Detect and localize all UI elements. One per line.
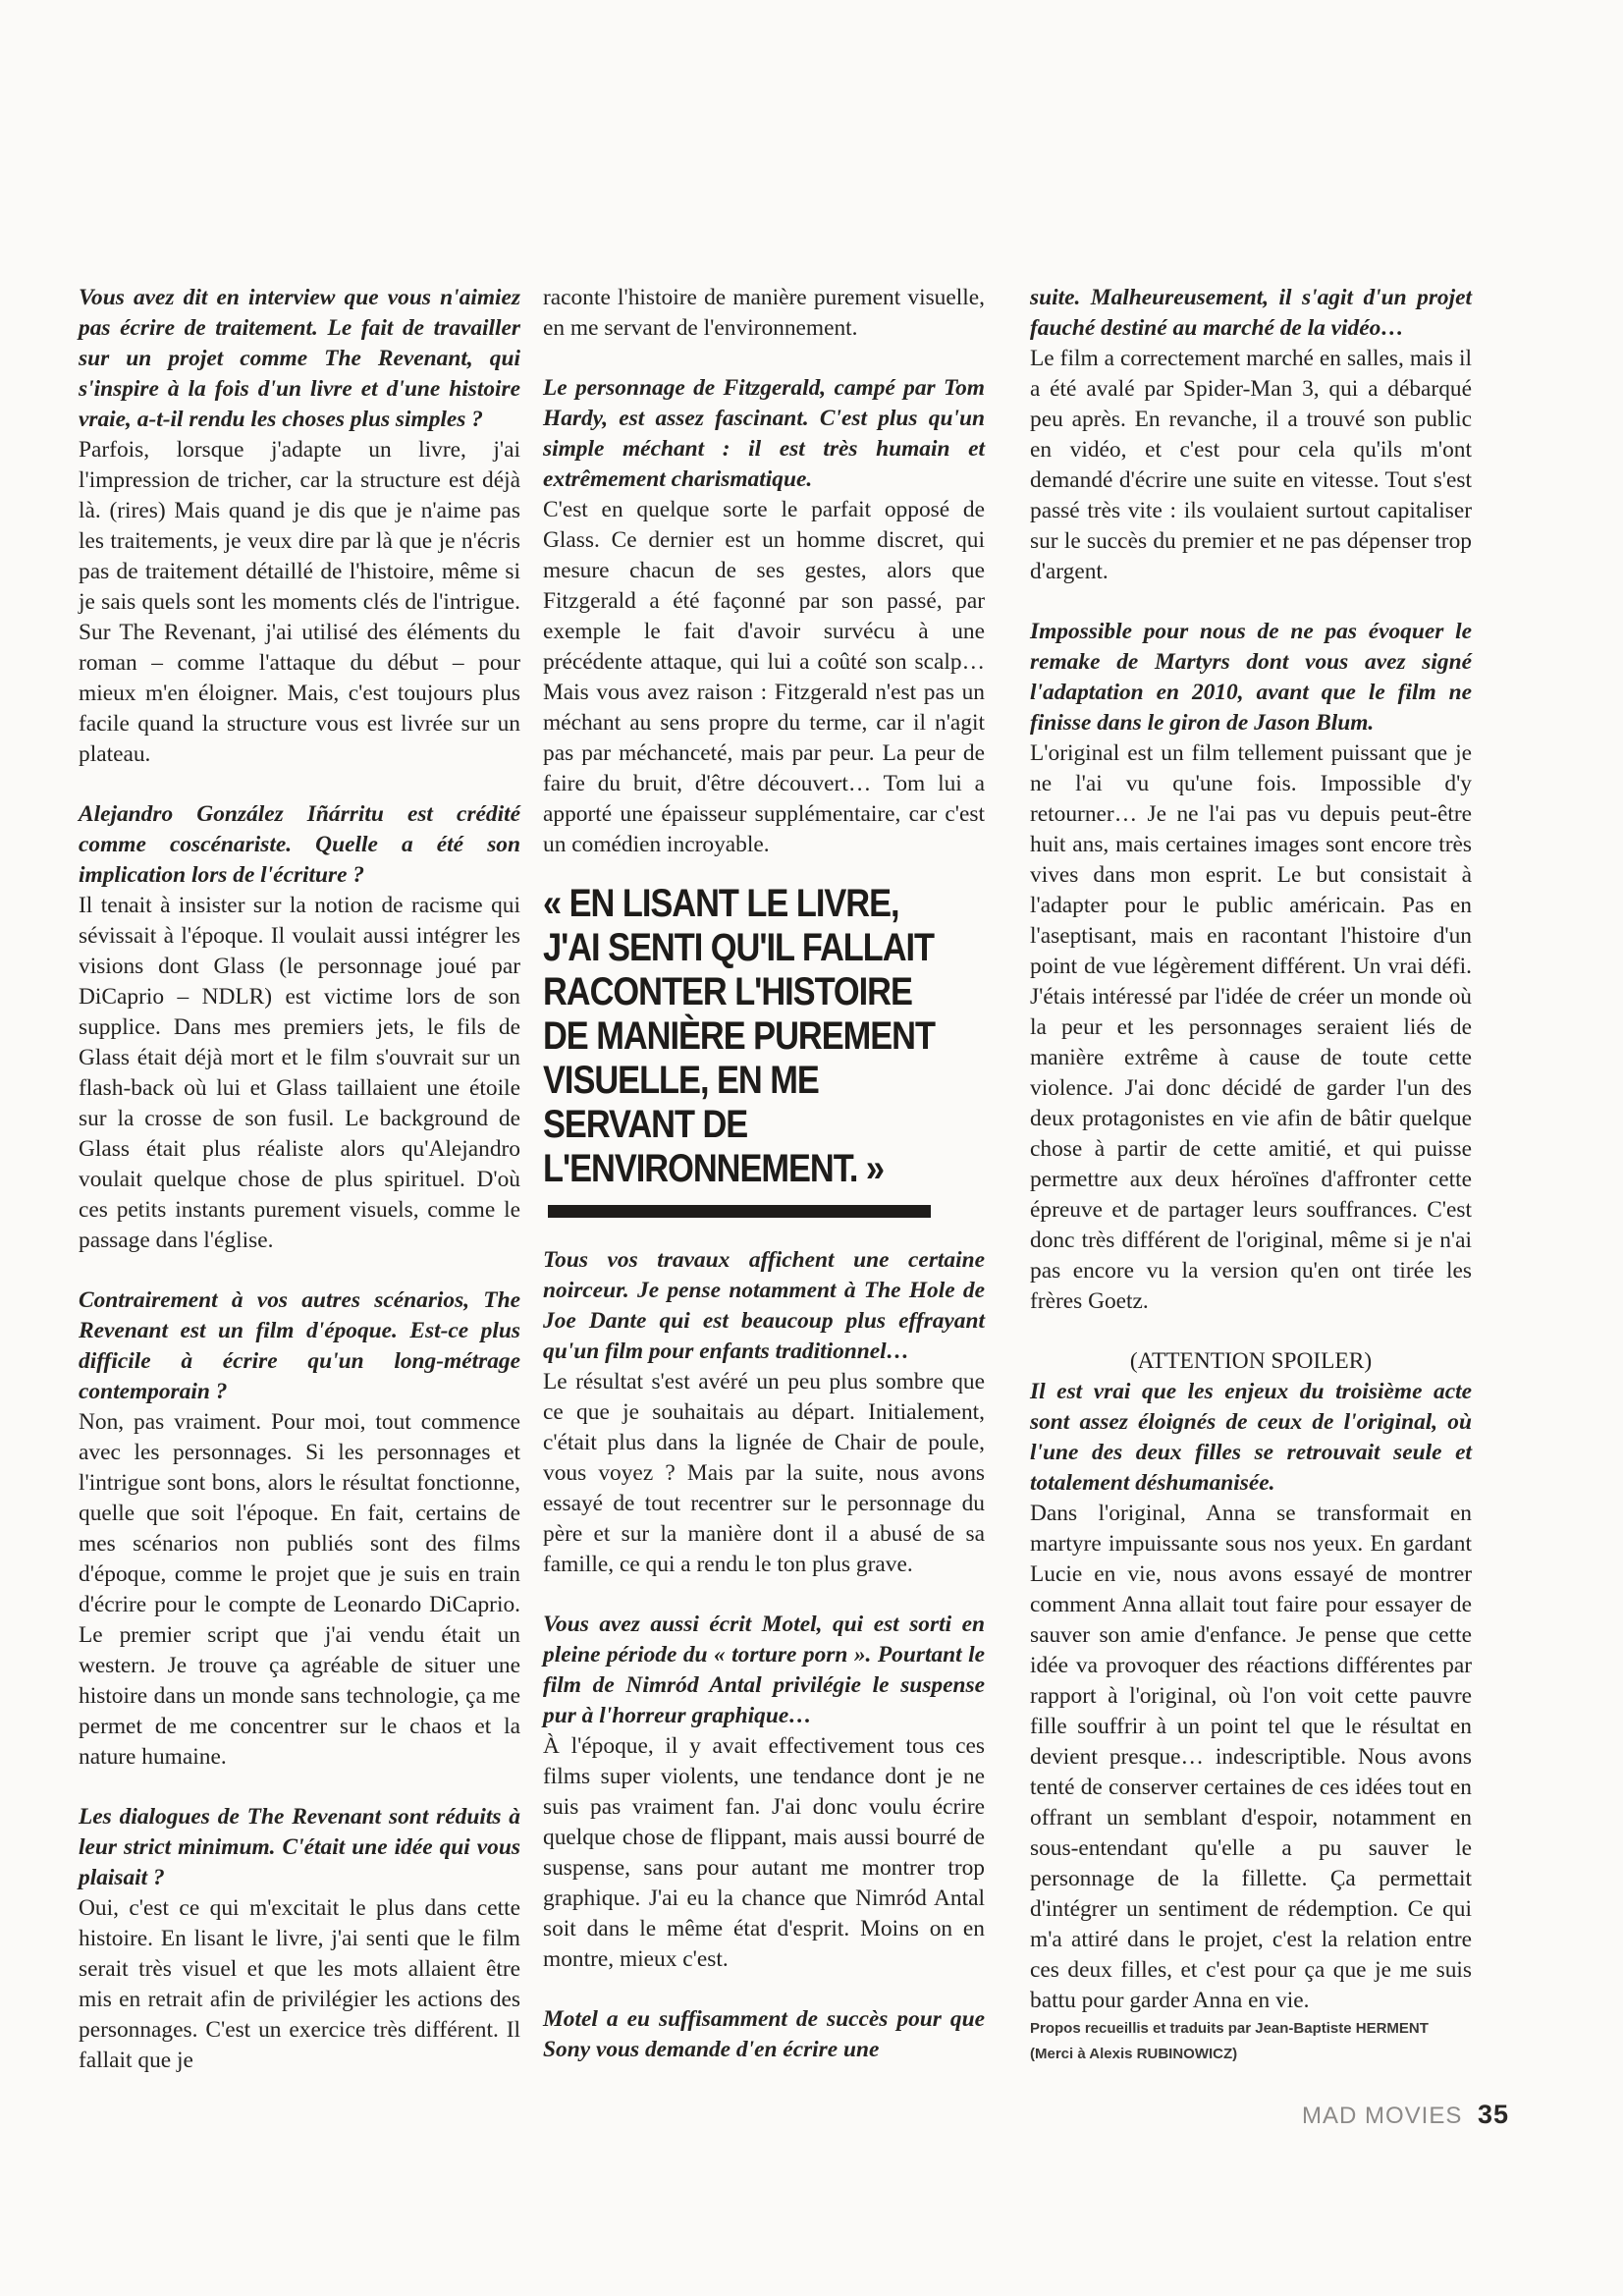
interview-answer: Non, pas vraiment. Pour moi, tout commence avec les personnages. Si les personnages et l'intrigue sont bons, alors le résultat fonctionne, quelle que soit l'époque. En fait, certains de mes scénarios non publiés sont des films d'époque, comme le projet que je suis en train d'écrire pour le compte de Leonardo DiCaprio. Le premier script que j'ai vendu était un western. Je trouve ça agréable de situer une histoire dans un monde sans technologie, ça me permet de me concentrer sur le chaos et la nature humaine. — [79, 1409, 520, 1770]
article-column-2 — [543, 283, 985, 2065]
interview-question: suite. Malheureusement, il s'agit d'un projet fauché destiné au marché de la vidéo… — [1030, 285, 1472, 341]
interview-answer: Oui, c'est ce qui m'excitait le plus dans cette histoire. En lisant le livre, j'ai senti que le film serait très visuel et que les mots allaient être mis en retrait afin de privilégier les actions des personnages. C'est un exercice très différent. Il fallait que je — [79, 1895, 520, 2073]
interview-answer: Le résultat s'est avéré un peu plus sombre que ce que je souhaitais au départ. Initialement, c'était plus dans la lignée de Chair de poule, vous voyez ? Mais par la suite, nous avons essayé de tout recentrer sur le personnage du père et sur la manière dont il a abusé de sa famille, ce qui a rendu le ton plus grave. — [543, 1369, 985, 1577]
interview-question: Vous avez dit en interview que vous n'aimiez pas écrire de traitement. Le fait de travailler sur un projet comme The Revenant, qui s'inspire à la fois d'un livre et d'une histoire vraie, a-t-il rendu les choses plus simples ? — [79, 285, 520, 432]
pull-quote-rule — [548, 1205, 931, 1218]
interview-question: Impossible pour nous de ne pas évoquer le remake de Martyrs dont vous avez signé l'adaptation en 2010, avant que le film ne finisse dans le giron de Jason Blum. — [1030, 619, 1472, 736]
thanks-credit: (Merci à Alexis RUBINOWICZ) — [1030, 2046, 1238, 2062]
interview-question: Il est vrai que les enjeux du troisième acte sont assez éloignés de ceux de l'original, où l'une des deux filles se retrouvait seule et totalement déshumanisée. — [1030, 1379, 1472, 1496]
interview-answer: raconte l'histoire de manière purement visuelle, en me servant de l'environnement. — [543, 285, 985, 341]
spoiler-warning: (ATTENTION SPOILER) — [1129, 1348, 1373, 1374]
magazine-name: MAD MOVIES — [1302, 2103, 1463, 2129]
article-column-3 — [1030, 283, 1472, 2067]
interview-answer: À l'époque, il y avait effectivement tous ces films super violents, une tendance dont je ne suis pas vraiment fan. J'ai donc voulu écrire quelque chose de flippant, mais aussi bourré de suspense, sans pour autant me montrer trop graphique. J'ai eu la chance que Nimród Antal soit dans le même état d'esprit. Moins on en montre, mieux c'est. — [543, 1733, 985, 1972]
interview-answer: L'original est un film tellement puissant que je ne l'ai vu qu'une fois. Impossible d'y retourner… Je ne l'ai pas vu depuis peut-être huit ans, mais certaines images sont encore très vives dans mon esprit. Le but consistait à l'adapter pour le public américain. Pas en l'aseptisant, mais en racontant l'histoire d'un point de vue légèrement différent. Un vrai défi. J'étais intéressé par l'idée de créer un monde où la peur et les personnages seraient liés de manière extrême à cause de toute cette violence. J'ai donc décidé de garder l'un des deux protagonistes en vie afin de bâtir quelque chose à partir de cette amitié, et qui puisse permettre aux deux héroïnes d'affronter cette épreuve et de partager leurs souffrances. C'est donc très différent de l'original, même si je n'ai pas encore vu la version qu'en ont tirée les frères Goetz. — [1030, 740, 1472, 1314]
interview-question: Vous avez aussi écrit Motel, qui est sorti en pleine période du « torture porn ». Pourtant le film de Nimród Antal privilégie le suspense pur à l'horreur graphique… — [543, 1612, 985, 1728]
interview-question: Contrairement à vos autres scénarios, The Revenant est un film d'époque. Est-ce plus difficile à écrire qu'un long-métrage contemporain ? — [79, 1287, 520, 1404]
interview-question: Les dialogues de The Revenant sont réduits à leur strict minimum. C'était une idée qui vous plaisait ? — [79, 1804, 520, 1890]
interview-credit: Propos recueillis et traduits par Jean-Baptiste HERMENT — [1030, 2020, 1429, 2037]
interview-answer: Le film a correctement marché en salles, mais il a été avalé par Spider-Man 3, qui a débarqué peu après. En revanche, il a trouvé son public en vidéo, et c'est pour cela qu'ils m'ont demandé d'écrire une suite en vitesse. Tout s'est passé très vite : ils voulaient surtout capitaliser sur le succès du premier et ne pas dépenser trop d'argent. — [1030, 346, 1472, 584]
interview-question: Alejandro González Iñárritu est crédité comme coscénariste. Quelle a été son implication lors de l'écriture ? — [79, 801, 520, 888]
interview-question: Tous vos travaux affichent une certaine noirceur. Je pense notamment à The Hole de Joe Dante qui est beaucoup plus effrayant qu'un film pour enfants traditionnel… — [543, 1247, 985, 1364]
interview-answer: Dans l'original, Anna se transformait en martyre impuissante sous nos yeux. En gardant Lucie en vie, nous avons essayé de montrer comment Anna allait tout faire pour essayer de sauver son amie d'enfance. Je pense que cette idée va provoquer des réactions différentes par rapport à l'original, où l'on voit cette pauvre fille souffrir à un point tel que le résultat en devient presque… indescriptible. Nous avons tenté de conserver certaines de ces idées tout en offrant un semblant d'espoir, notamment en sous-entendant qu'elle a pu sauver le personnage de la fillette. Ça permettait d'intégrer un sentiment de rédemption. Ce qui m'a attiré dans le projet, c'est la relation entre ces deux filles, et c'est pour ça que je me suis battu pour garder Anna en vie. — [1030, 1501, 1472, 2013]
pull-quote: « EN LISANT LE LIVRE, J'AI SENTI QU'IL FALLAIT RACONTER L'HISTOIRE DE MANIÈRE PUREMENT VISUELLE, EN ME SERVANT DE L'ENVIRONNEMENT. » — [543, 882, 935, 1190]
interview-answer: Parfois, lorsque j'adapte un livre, j'ai l'impression de tricher, car la structure est déjà là. (rires) Mais quand je dis que je n'aime pas les traitements, je veux dire par là que je n'écris pas de traitement détaillé de l'histoire, même si je sais quels sont les moments clés de l'intrigue. Sur The Revenant, j'ai utilisé des éléments du roman – comme l'attaque du début – pour mieux m'en éloigner. Mais, c'est toujours plus facile quand la structure vous est livrée sur un plateau. — [79, 437, 520, 767]
interview-question: Le personnage de Fitzgerald, campé par Tom Hardy, est assez fascinant. C'est plus qu'un simple méchant : il est très humain et extrêmement charismatique. — [543, 375, 985, 492]
interview-answer: C'est en quelque sorte le parfait opposé de Glass. Ce dernier est un homme discret, qui mesure chacun de ses gestes, alors que Fitzgerald a été façonné par son passé, par exemple le fait d'avoir survécu à une précédente attaque, qui lui a coûté son scalp… Mais vous avez raison : Fitzgerald n'est pas un méchant au sens propre du terme, car il n'agit pas par méchanceté, mais par peur. La peur de faire du bruit, d'être découvert… Tom lui a apporté une épaisseur supplémentaire, car c'est un comédien incroyable. — [543, 497, 985, 857]
article-column-1 — [79, 283, 520, 2076]
interview-answer: Il tenait à insister sur la notion de racisme qui sévissait à l'époque. Il voulait aussi intégrer les visions dont Glass (le personnage joué par DiCaprio – NDLR) est victime lors de son supplice. Dans mes premiers jets, le fils de Glass était déjà mort et le film s'ouvrait sur un flash-back où lui et Glass taillaient une étoile sur la crosse de son fusil. Le background de Glass était plus réaliste alors qu'Alejandro voulait quelque chose de plus spirituel. D'où ces petits instants purement visuels, comme le passage dans l'église. — [79, 893, 520, 1253]
interview-question: Motel a eu suffisamment de succès pour que Sony vous demande d'en écrire une — [543, 2006, 985, 2062]
page-number: 35 — [1478, 2100, 1510, 2129]
page-footer — [1302, 2100, 1509, 2130]
